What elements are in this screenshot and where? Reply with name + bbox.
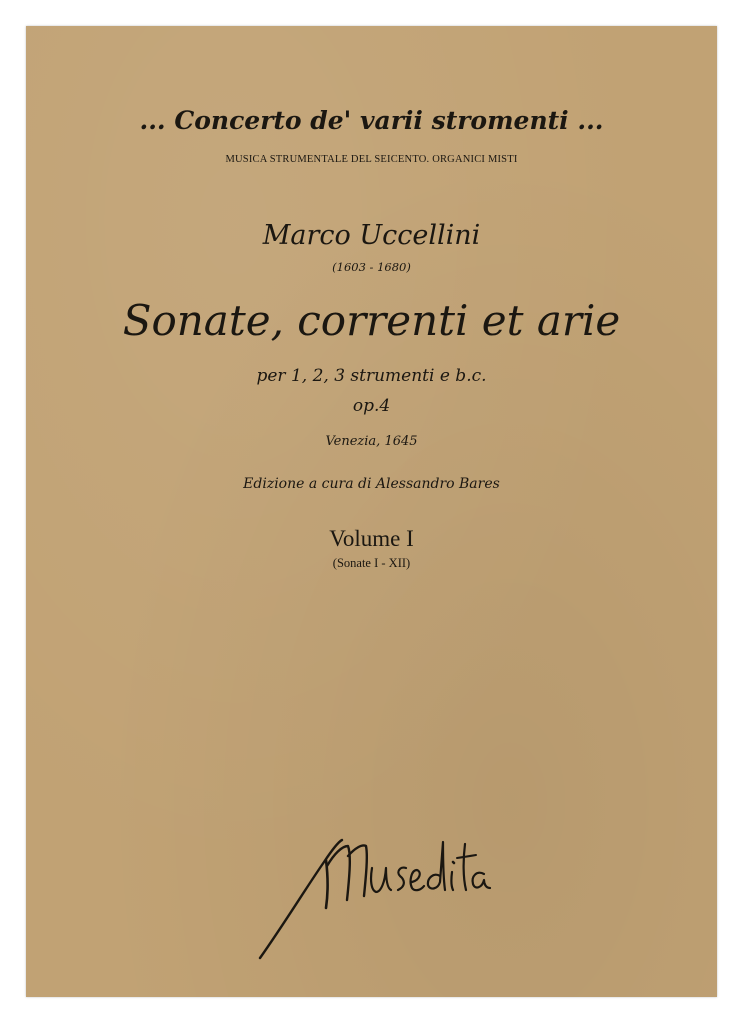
work-title: Sonate, correnti et arie <box>122 296 621 345</box>
opus-number: op.4 <box>352 396 391 416</box>
composer-dates: (1603 - 1680) <box>332 260 411 274</box>
place-year: Venezia, 1645 <box>325 434 418 449</box>
volume-label: Volume I <box>329 526 414 551</box>
musedita-signature-logo <box>254 796 494 966</box>
publisher-logo <box>254 796 494 966</box>
series-subtitle: MUSICA STRUMENTALE DEL SEICENTO. ORGANICI MISTI <box>225 154 518 165</box>
series-title: ... Concerto de' varii stromenti ... <box>139 106 604 135</box>
editor-credit: Edizione a cura di Alessandro Bares <box>243 476 500 492</box>
composer-name: Marco Uccellini <box>262 220 481 251</box>
instrumentation: per 1, 2, 3 strumenti e b.c. <box>256 366 487 386</box>
volume-contents: (Sonate I - XII) <box>332 556 411 570</box>
title-page <box>26 26 717 997</box>
